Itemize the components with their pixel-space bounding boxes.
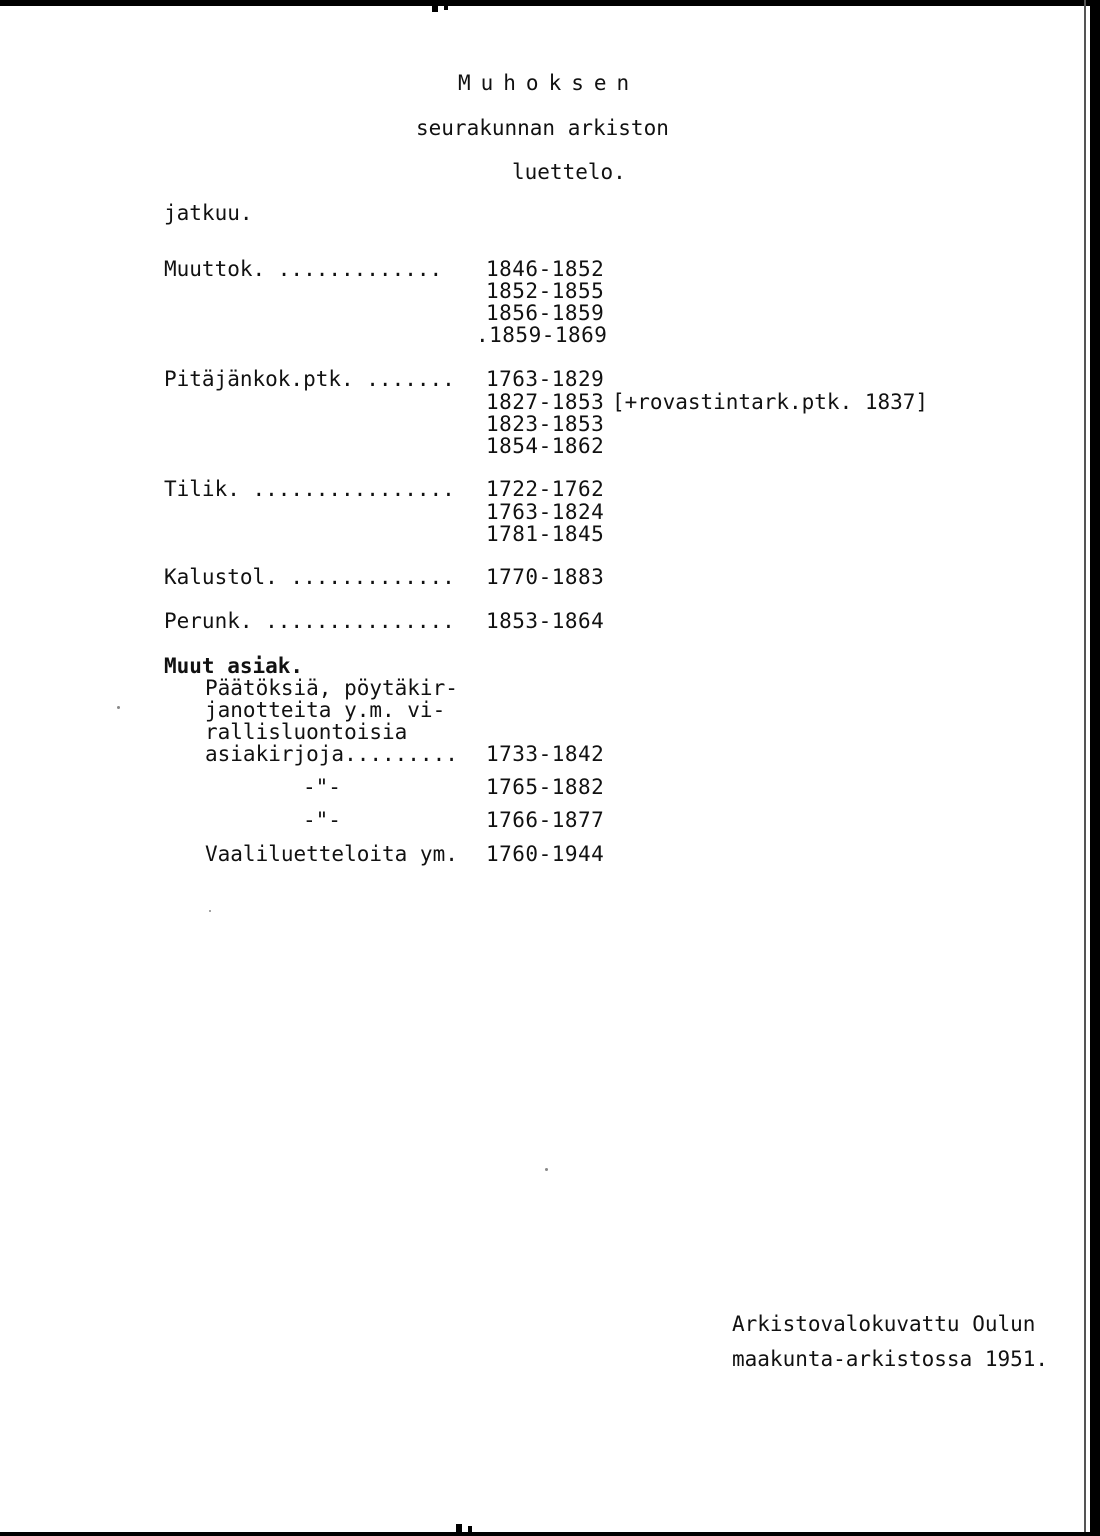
entry-years: 1827-1853 xyxy=(486,390,605,414)
entry-years: 1763-1824 xyxy=(486,500,605,524)
ditto-mark: -"- xyxy=(303,808,341,832)
entry-years: 1856-1859 xyxy=(486,301,605,325)
scan-border-top xyxy=(0,0,1100,6)
entry-description-line: rallisluontoisia xyxy=(205,720,408,744)
entry-years: 1733-1842 xyxy=(486,742,605,766)
continued-label: jatkuu. xyxy=(164,201,253,225)
document-title: Muhoksen xyxy=(458,71,640,95)
scan-mark-bottom-2 xyxy=(468,1526,472,1536)
entry-years: 1760-1944 xyxy=(486,842,605,866)
entry-years: 1763-1829 xyxy=(486,367,605,391)
entry-years: 1823-1853 xyxy=(486,412,605,436)
entry-years: 1854-1862 xyxy=(486,434,605,458)
dust-speck xyxy=(117,706,120,709)
entry-label-perunk: Perunk. ............... xyxy=(164,609,455,633)
entry-years: 1722-1762 xyxy=(486,477,605,501)
document-subtitle-2: luettelo. xyxy=(512,160,626,184)
entry-years: 1765-1882 xyxy=(486,775,605,799)
entry-description-line: Päätöksiä, pöytäkir- xyxy=(205,676,458,700)
entry-label-vaaliluettelot: Vaaliluetteloita ym. xyxy=(205,842,458,866)
entry-label-muut: Muut asiak. xyxy=(164,654,304,678)
dust-speck xyxy=(545,1168,548,1171)
scan-mark-bottom xyxy=(456,1524,462,1536)
entry-years: 1853-1864 xyxy=(486,609,605,633)
ditto-mark: -"- xyxy=(303,775,341,799)
entry-years: 1770-1883 xyxy=(486,565,605,589)
entry-years: 1766-1877 xyxy=(486,808,605,832)
entry-years: 1852-1855 xyxy=(486,279,605,303)
entry-note-rovastintark: [+rovastintark.ptk. 1837] xyxy=(612,390,929,414)
dust-speck xyxy=(209,910,211,912)
entry-years: 1846-1852 xyxy=(486,257,605,281)
scan-border-bottom xyxy=(0,1532,1100,1536)
entry-label-muuttok: Muuttok. ............. xyxy=(164,257,443,281)
entry-label-kalustol: Kalustol. ............. xyxy=(164,565,455,589)
entry-label-tilik: Tilik. ................ xyxy=(164,477,455,501)
entry-years: .1859-1869 xyxy=(476,323,608,347)
scan-border-right xyxy=(1090,0,1100,1536)
archive-stamp-line-2: maakunta-arkistossa 1951. xyxy=(732,1347,1049,1371)
entry-description-line: janotteita y.m. vi- xyxy=(205,698,446,722)
scan-mark-top-2 xyxy=(444,0,448,10)
entry-label-pitajankok: Pitäjänkok.ptk. ....... xyxy=(164,367,455,391)
entry-description-line: asiakirjoja......... xyxy=(205,742,458,766)
entry-years: 1781-1845 xyxy=(486,522,605,546)
scan-border-inner-right xyxy=(1084,0,1086,1536)
scan-mark-top xyxy=(432,0,438,12)
document-subtitle: seurakunnan arkiston xyxy=(416,116,669,140)
archive-stamp-line-1: Arkistovalokuvattu Oulun xyxy=(732,1312,1036,1336)
